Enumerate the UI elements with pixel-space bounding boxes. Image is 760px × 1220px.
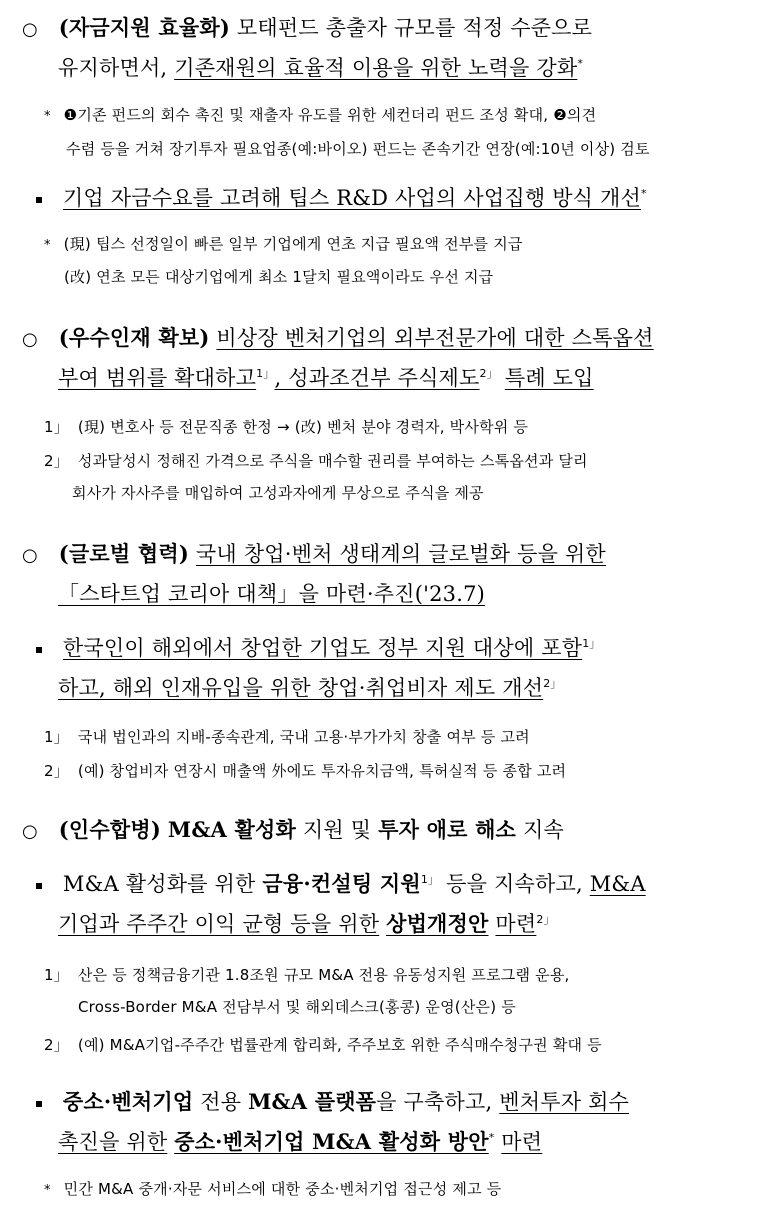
footnote-text: (예) M&A기업-주주간 법률관계 합리화, 주주보호 위한 주식매수청구권 확대 등	[77, 1036, 602, 1054]
section-heading: (자금지원 효율화)	[58, 15, 230, 40]
circle-bullet-icon: ○	[22, 329, 38, 350]
footnote-cont: 회사가 자사주를 매입하여 고성과자에게 무상으로 주식을 제공	[72, 484, 484, 502]
footnote-mark: 1」	[256, 367, 275, 380]
section-funding-line2	[58, 52, 583, 82]
footnote-mark: *	[488, 1131, 495, 1144]
underlined-text: 한국인이 해외에서 창업한 기업도 정부 지원 대상에 포함	[62, 636, 583, 660]
section-funding-line1	[22, 12, 592, 42]
body-text: M&A 활성화를 위한	[62, 872, 256, 896]
underlined-text: M&A	[589, 872, 646, 896]
footnote-cont: (改) 연초 모든 대상기업에게 최소 1달치 필요액이라도 우선 지급	[64, 268, 494, 286]
section-ma-line1	[22, 814, 564, 844]
footnote-mark: *	[577, 57, 584, 70]
section-global-line1	[22, 538, 606, 568]
underlined-text: 특례 도입	[504, 366, 594, 390]
footnote-mark: *	[641, 187, 647, 200]
underlined-text: 기업과 주주간 이익 균형 등을 위한	[58, 912, 380, 936]
footnote-text: 산은 등 정책금융기관 1.8조원 규모 M&A 전용 유동성지원 프로그램 운용,	[77, 966, 570, 984]
footnote-cont: 수렴 등을 거쳐 장기투자 필요업종(예:바이오) 펀드는 존속기간 연장(예:10년 이상) 검토	[66, 140, 650, 158]
bold-text: 중소·벤처기업	[62, 1089, 194, 1114]
date-text: ('23.7)	[414, 582, 486, 606]
underlined-text: 기업 자금수요를 고려해 팁스 R&D 사업의 사업집행 방식 개선	[62, 186, 642, 210]
asterisk-mark: *	[44, 238, 51, 253]
footnote-number: 1」	[44, 966, 69, 984]
underlined-text: 기존재원의 효율적 이용을 위한 노력을 강화	[174, 56, 578, 80]
sub-item	[36, 868, 646, 898]
sub-item-cont	[58, 1126, 542, 1156]
bold-text: M&A 활성화	[167, 817, 296, 842]
section-talent-line1	[22, 322, 654, 352]
square-bullet-icon	[36, 1101, 42, 1107]
underlined-text: 마련	[495, 912, 537, 936]
footnote-text: (現) 팁스 선정일이 빠른 일부 기업에게 연초 지급 필요액 전부를 지급	[63, 235, 523, 253]
circle-bullet-icon: ○	[22, 821, 38, 842]
footnote-text: 성과달성시 정해진 가격으로 주식을 매수할 권리를 부여하는 스톡옵션과 달리	[77, 452, 588, 470]
footnote	[44, 416, 528, 437]
sub-item	[36, 182, 647, 212]
footnote-mark: 1」	[420, 873, 440, 886]
footnote	[44, 104, 596, 125]
body-text: 등을 지속하고,	[446, 872, 583, 896]
sub-item	[36, 1086, 629, 1116]
footnote	[44, 760, 566, 781]
asterisk-mark: *	[44, 109, 51, 124]
underlined-text: , 성과조건부 주식제도	[274, 366, 480, 390]
sub-item-cont	[58, 908, 555, 938]
square-bullet-icon	[36, 647, 42, 653]
body-text: 모태펀드 총출자 규모를 적정 수준으로	[236, 16, 593, 40]
square-bullet-icon	[36, 197, 42, 203]
body-text: 전용	[200, 1090, 242, 1114]
footnote-text: 국내 법인과의 지배-종속관계, 국내 고용·부가가치 창출 여부 등 고려	[77, 728, 530, 746]
footnote-cont: Cross-Border M&A 전담부서 및 해외데스크(홍콩) 운영(산은) 등	[78, 998, 516, 1016]
body-text: 유지하면서,	[58, 56, 168, 80]
footnote-number: 1」	[44, 728, 69, 746]
section-global-line2	[58, 578, 485, 608]
bold-text: 중소·벤처기업 M&A 활성화 방안	[174, 1129, 489, 1154]
section-heading: (인수합병)	[58, 817, 162, 842]
section-heading: (우수인재 확보)	[58, 325, 210, 350]
bold-text: 금융·컨설팅 지원	[262, 871, 421, 896]
footnote	[44, 1178, 501, 1199]
sub-item-cont	[58, 672, 562, 702]
underlined-text: 벤처투자 회수	[499, 1090, 630, 1114]
footnote-number: 2」	[44, 452, 69, 470]
footnote	[44, 450, 588, 471]
bold-text: 투자 애로 해소	[378, 817, 517, 842]
body-text: 지속	[522, 818, 564, 842]
underlined-text: 하고, 해외 인재유입을 위한 창업·취업비자 제도 개선	[58, 676, 544, 700]
footnote-number: 1」	[44, 418, 69, 436]
body-text: 을 구축하고,	[376, 1090, 493, 1114]
section-talent-line2	[58, 362, 594, 392]
footnote-text: (예) 창업비자 연장시 매출액 外에도 투자유치금액, 특허실적 등 종합 고려	[77, 762, 567, 780]
footnote	[44, 964, 570, 985]
underlined-text: 부여 범위를 확대하고	[58, 366, 257, 390]
underlined-text: 촉진을 위한	[58, 1130, 168, 1154]
square-bullet-icon	[36, 883, 42, 889]
footnote-number: 2」	[44, 762, 69, 780]
bold-text: 상법개정안	[386, 911, 489, 936]
underlined-text: 비상장 벤처기업의 외부전문가에 대한 스톡옵션	[216, 326, 654, 350]
underlined-text: 국내 창업·벤처 생태계의 글로벌화 등을 위한	[195, 542, 606, 566]
underlined-text: 마련	[501, 1130, 543, 1154]
footnote-mark: 2」	[536, 913, 555, 926]
section-heading: (글로벌 협력)	[58, 541, 190, 566]
footnote	[44, 726, 530, 747]
footnote-mark: 2」	[479, 367, 498, 380]
underlined-text: 「스타트업 코리아 대책」을 마련·추진	[58, 582, 415, 606]
footnote-number: 2」	[44, 1036, 69, 1054]
footnote	[44, 1034, 602, 1055]
footnote	[44, 233, 523, 254]
sub-item	[36, 632, 601, 662]
footnote-text: (現) 변호사 등 전문직종 한정 → (改) 벤처 분야 경력자, 박사학위 등	[77, 418, 529, 436]
footnote-mark: 1」	[582, 637, 601, 650]
footnote-mark: 2」	[543, 677, 562, 690]
body-text: 지원 및	[302, 818, 372, 842]
footnote-text: 민간 M&A 중개·자문 서비스에 대한 중소·벤처기업 접근성 제고 등	[63, 1180, 502, 1198]
circle-bullet-icon: ○	[22, 545, 38, 566]
footnote-text: ❶기존 펀드의 회수 촉진 및 재출자 유도를 위한 세컨더리 펀드 조성 확대, ❷의견	[63, 106, 597, 124]
bold-text: M&A 플랫폼	[248, 1089, 377, 1114]
asterisk-mark: *	[44, 1183, 51, 1198]
circle-bullet-icon: ○	[22, 19, 38, 40]
